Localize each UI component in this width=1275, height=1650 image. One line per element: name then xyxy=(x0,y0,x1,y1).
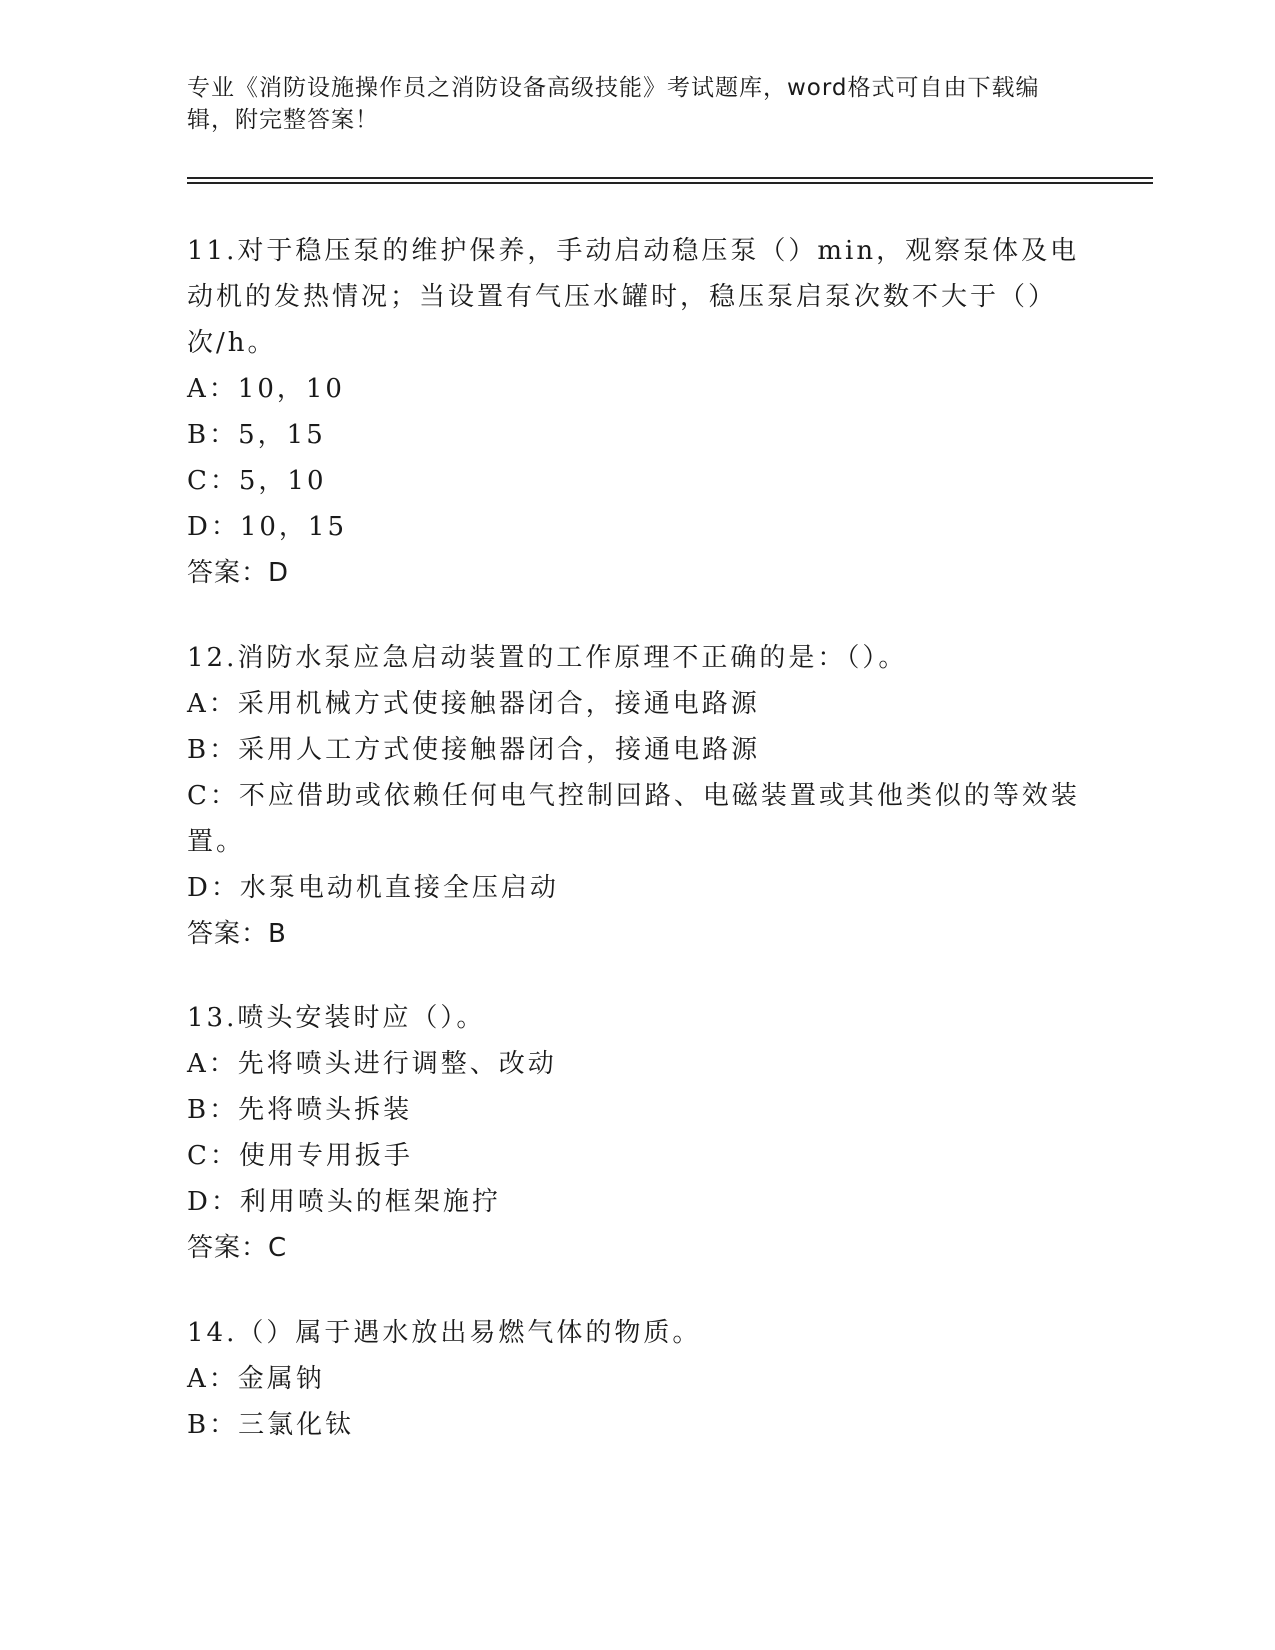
question-stem: 12.消防水泵应急启动装置的工作原理不正确的是：（）。 xyxy=(187,643,908,673)
option-b: B：采用人工方式使接触器闭合，接通电路源 xyxy=(187,735,761,765)
question-12 xyxy=(187,635,1087,957)
option-a: A：10，10 xyxy=(187,374,345,404)
option-b: B：5，15 xyxy=(187,420,326,450)
question-stem: 13.喷头安装时应（）。 xyxy=(187,1003,486,1033)
option-a: A：金属钠 xyxy=(187,1364,325,1394)
question-stem: 14.（）属于遇水放出易燃气体的物质。 xyxy=(187,1318,702,1348)
question-stem: 11.对于稳压泵的维护保养，手动启动稳压泵（）min，观察泵体及电动机的发热情况；当设置有气压水罐时，稳压泵启泵次数不大于（）次/h。 xyxy=(187,236,1080,358)
option-d: D：水泵电动机直接全压启动 xyxy=(187,873,559,903)
option-c: C：使用专用扳手 xyxy=(187,1141,413,1171)
answer: 答案：D xyxy=(187,558,290,588)
option-a: A：采用机械方式使接触器闭合，接通电路源 xyxy=(187,689,760,719)
option-a: A：先将喷头进行调整、改动 xyxy=(187,1049,557,1079)
option-b: B：三氯化钛 xyxy=(187,1410,355,1440)
question-14 xyxy=(187,1310,1087,1448)
answer: 答案：B xyxy=(187,919,287,949)
answer: 答案：C xyxy=(187,1233,288,1263)
option-c: C：5，10 xyxy=(187,466,327,496)
option-c: C：不应借助或依赖任何电气控制回路、电磁装置或其他类似的等效装置。 xyxy=(187,781,1080,857)
option-d: D：利用喷头的框架施拧 xyxy=(187,1187,501,1217)
question-13 xyxy=(187,995,1087,1271)
option-d: D：10，15 xyxy=(187,512,348,542)
header-divider-top xyxy=(187,177,1153,179)
document-header: 专业《消防设施操作员之消防设备高级技能》考试题库，word格式可自由下载编辑，附完整答案！ xyxy=(187,75,1040,133)
option-b: B：先将喷头拆装 xyxy=(187,1095,413,1125)
question-11 xyxy=(187,228,1087,596)
header-divider-bottom xyxy=(187,182,1153,184)
